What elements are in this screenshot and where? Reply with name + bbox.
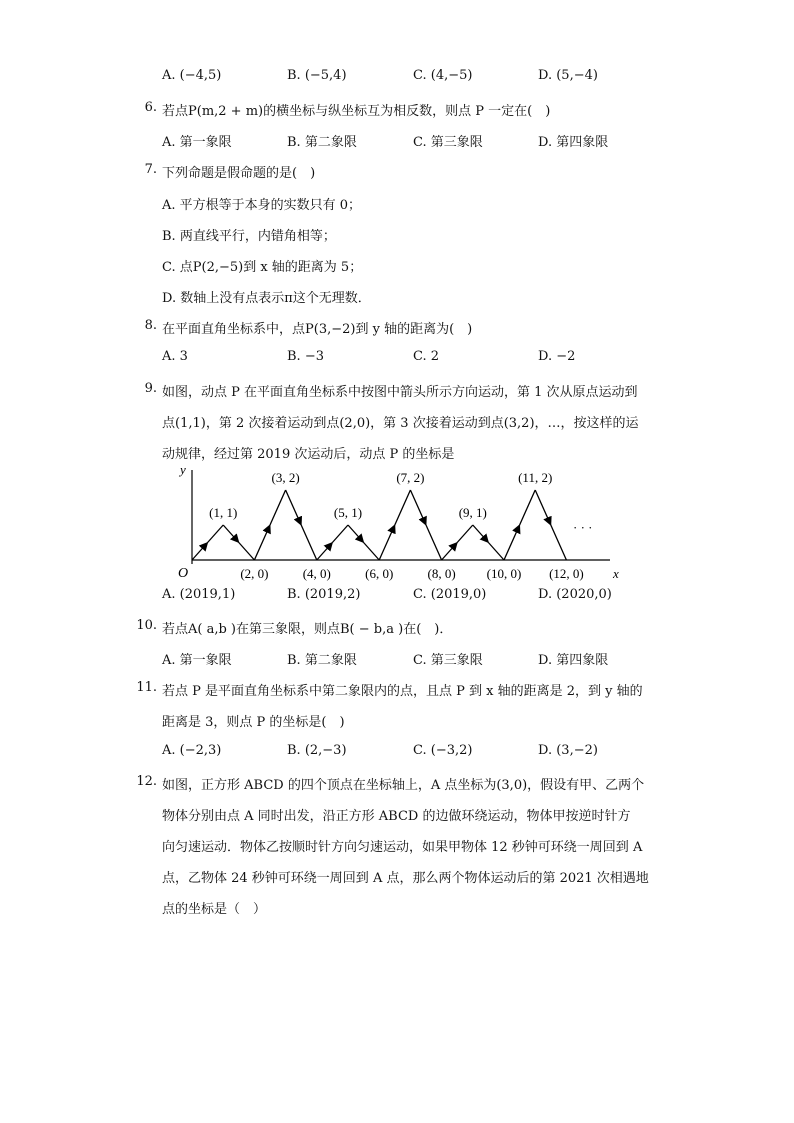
valley-label: (8, 0) [427,566,456,581]
path-segment [410,490,426,525]
q6-number: 6. [144,100,157,115]
q6-option-b: B. 第二象限 [287,135,357,150]
path-segment [535,490,551,525]
q7-option-a: A. 平方根等于本身的实数只有 0； [162,198,362,213]
path-segment [379,525,395,560]
q7-option-c: C. 点P(2,−5)到 x 轴的距离为 5； [162,260,363,275]
q11-option-a: A. (−2,3) [162,743,222,758]
q10-stem: 若点A( a,b )在第三象限，则点B( − b,a )在( )． [162,622,453,637]
path-segment [504,525,520,560]
q9-line-2: 点(1,1)，第 2 次接着运动到点(2,0)，第 3 次接着运动到点(3,2)，…，按这样的运 [162,416,639,431]
valley-label: (6, 0) [365,566,394,581]
q12-line-1: 如图，正方形 ABCD 的四个顶点在坐标轴上，A 点坐标为(3,0)，假设有甲、乙两个 [162,778,645,793]
q12-number: 12. [136,774,157,789]
path-segment [426,525,442,560]
q7-option-d: D. 数轴上没有点表示π这个无理数． [162,291,371,306]
q11-line-1: 若点 P 是平面直角坐标系中第二象限内的点，且点 P 到 x 轴的距离是 2，到 y 轴的 [162,684,643,699]
q12-line-2: 物体分别由点 A 同时出发，沿正方形 ABCD 的边做环绕运动，物体甲按逆时针方 [162,809,631,824]
q9-line-1: 如图，动点 P 在平面直角坐标系中按图中箭头所示方向运动，第 1 次从原点运动到 [162,385,638,400]
q11-number: 11. [136,680,157,695]
path-segment [286,490,302,525]
q11-line-2: 距离是 3，则点 P 的坐标是( ) [162,715,345,730]
path-segment [332,525,348,543]
q10-option-b: B. 第二象限 [287,653,357,668]
q5-option-d: D. (5,−4) [538,68,598,83]
x-axis-label: x [613,566,619,581]
motion-path [192,490,566,560]
q9-motion-figure [170,460,630,585]
valley-label: (4, 0) [302,566,331,581]
valley-label: (12, 0) [549,566,584,581]
path-segment [551,525,567,560]
q6-option-a: A. 第一象限 [162,135,232,150]
path-segment [520,490,536,525]
q9-option-b: B. (2019,2) [287,587,361,602]
path-segment [457,525,473,543]
q10-option-d: D. 第四象限 [538,653,609,668]
path-segment [208,525,224,543]
path-segment [223,525,239,543]
path-segment [239,543,255,561]
q9-option-c: C. (2019,0) [413,587,487,602]
peak-label: (1, 1) [209,505,238,520]
path-segment [364,543,380,561]
q8-stem: 在平面直角坐标系中，点P(3,−2)到 y 轴的距离为( ) [162,322,473,337]
q9-option-a: A. (2019,1) [162,587,236,602]
q12-line-3: 向匀速运动．物体乙按顺时针方向匀速运动，如果甲物体 12 秒钟可环绕一周回到 A [162,840,643,855]
path-segment [317,543,333,561]
valley-label: (10, 0) [486,566,522,581]
q6-option-d: D. 第四象限 [538,135,609,150]
q9-option-d: D. (2020,0) [538,587,612,602]
peak-label: (5, 1) [333,505,363,520]
q7-number: 7. [144,162,157,177]
path-segment [301,525,317,560]
q5-option-a: A. (−4,5) [162,68,222,83]
q5-option-b: B. (−5,4) [287,68,347,83]
origin-label: O [178,566,189,581]
q11-option-c: C. (−3,2) [413,743,473,758]
peak-label: (3, 2) [271,470,300,485]
peak-label: (11, 2) [518,470,553,485]
path-segment [348,525,364,543]
path-segment [473,525,489,543]
peak-label: (7, 2) [396,470,425,485]
q8-number: 8. [144,318,157,333]
q6-stem: 若点P(m,2 + m)的横坐标与纵坐标互为相反数，则点 P 一定在( ) [162,104,551,119]
q11-option-b: B. (2,−3) [287,743,347,758]
point-labels [209,470,584,581]
q6-option-c: C. 第三象限 [413,135,483,150]
q8-option-b: B. −3 [287,349,324,364]
path-segment [395,490,411,525]
q7-stem: 下列命题是假命题的是( ) [162,166,316,181]
q11-option-d: D. (3,−2) [538,743,598,758]
q12-line-5: 点的坐标是（ ） [162,902,267,917]
q9-line-3: 动规律，经过第 2019 次运动后，动点 P 的坐标是 [162,447,455,462]
path-segment [442,543,458,561]
path-segment [270,490,286,525]
q5-option-c: C. (4,−5) [413,68,473,83]
q10-option-a: A. 第一象限 [162,653,232,668]
q8-option-c: C. 2 [413,349,440,364]
q8-option-a: A. 3 [162,349,188,364]
valley-label: (2, 0) [240,566,269,581]
q12-line-4: 点，乙物体 24 秒钟可环绕一周回到 A 点，那么两个物体运动后的第 2021 次相遇地 [162,871,649,886]
q9-number: 9. [144,381,157,396]
y-axis-label: y [180,462,186,477]
peak-label: (9, 1) [458,505,487,520]
ellipsis: · · · [573,520,593,535]
path-segment [192,543,208,561]
path-segment [254,525,270,560]
path-segment [488,543,504,561]
q10-number: 10. [136,618,157,633]
q10-option-c: C. 第三象限 [413,653,483,668]
q7-option-b: B. 两直线平行，内错角相等； [162,229,336,244]
q8-option-d: D. −2 [538,349,576,364]
